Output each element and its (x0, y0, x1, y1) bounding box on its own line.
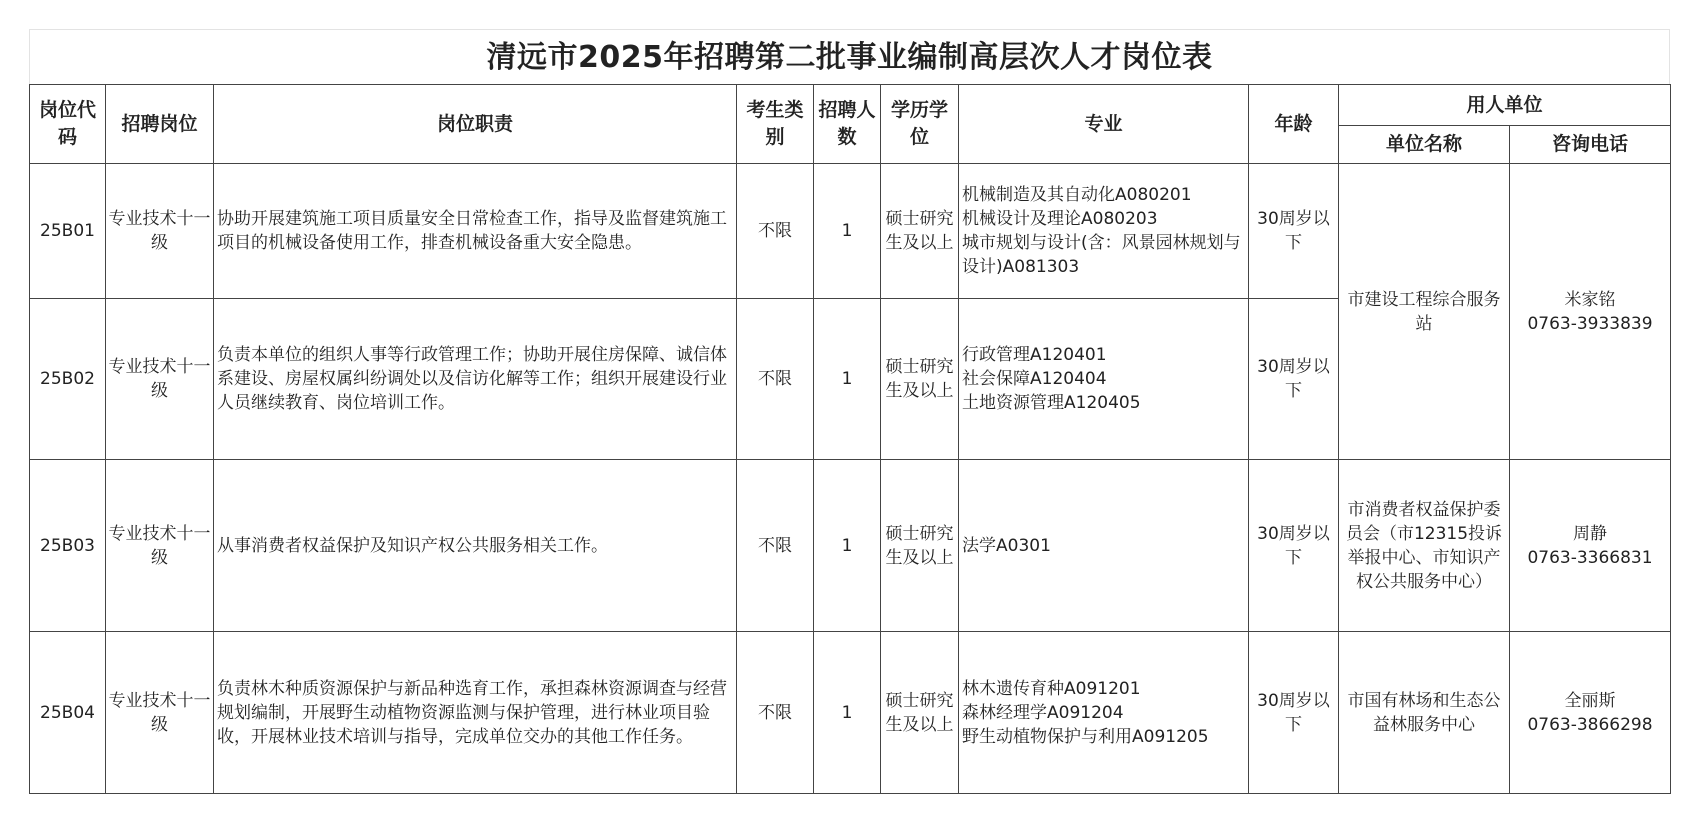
cell-position: 专业技术十一级 (106, 299, 214, 460)
cell-category: 不限 (737, 164, 814, 299)
cell-major (959, 460, 1249, 632)
cell-major (959, 164, 1249, 299)
table-row (30, 460, 1671, 632)
cell-age: 30周岁以下 (1249, 632, 1339, 794)
cell-education: 硕士研究生及以上 (881, 299, 959, 460)
major-item: 野生动植物保护与利用A091205 (962, 726, 1209, 747)
cell-code: 25B03 (30, 460, 106, 632)
cell-duty: 从事消费者权益保护及知识产权公共服务相关工作。 (214, 460, 737, 632)
cell-duty: 协助开展建筑施工项目质量安全日常检查工作，指导及监督建筑施工项目的机械设备使用工作，排查机械设备重大安全隐患。 (214, 164, 737, 299)
header-position: 招聘岗位 (106, 85, 214, 164)
cell-phone (1510, 632, 1671, 794)
cell-education: 硕士研究生及以上 (881, 164, 959, 299)
header-education: 学历学位 (881, 85, 959, 164)
cell-category: 不限 (737, 460, 814, 632)
cell-phone (1510, 164, 1671, 460)
contact-phone: 0763-3866298 (1527, 714, 1653, 735)
cell-count: 1 (814, 299, 881, 460)
header-major: 专业 (959, 85, 1249, 164)
major-item: 林木遗传育种A091201 (962, 678, 1141, 699)
cell-age: 30周岁以下 (1249, 164, 1339, 299)
contact-name: 周静 (1573, 523, 1607, 544)
header-unit-name: 单位名称 (1339, 126, 1510, 164)
major-item: 社会保障A120404 (962, 369, 1107, 389)
cell-unit-name: 市国有林场和生态公益林服务中心 (1339, 632, 1510, 794)
cell-unit-name: 市建设工程综合服务站 (1339, 164, 1510, 460)
contact-phone: 0763-3933839 (1527, 313, 1653, 334)
cell-code: 25B02 (30, 299, 106, 460)
cell-count: 1 (814, 460, 881, 632)
cell-major (959, 299, 1249, 460)
cell-position: 专业技术十一级 (106, 632, 214, 794)
header-row (30, 85, 1671, 126)
job-table (29, 84, 1671, 794)
cell-age: 30周岁以下 (1249, 460, 1339, 632)
cell-education: 硕士研究生及以上 (881, 632, 959, 794)
cell-duty: 负责本单位的组织人事等行政管理工作；协助开展住房保障、诚信体系建设、房屋权属纠纷调处以及信访化解等工作；组织开展建设行业人员继续教育、岗位培训工作。 (214, 299, 737, 460)
header-employer: 用人单位 (1339, 85, 1671, 126)
job-table-sheet (29, 29, 1670, 797)
major-item: 土地资源管理A120405 (962, 393, 1141, 413)
cell-age: 30周岁以下 (1249, 299, 1339, 460)
header-code: 岗位代码 (30, 85, 106, 164)
contact-name: 全丽斯 (1564, 690, 1616, 711)
cell-category: 不限 (737, 299, 814, 460)
cell-education: 硕士研究生及以上 (881, 460, 959, 632)
major-item: 城市规划与设计(含：风景园林规划与设计)A081303 (962, 233, 1241, 277)
cell-category: 不限 (737, 632, 814, 794)
major-item: 森林经理学A091204 (962, 702, 1124, 723)
table-row (30, 164, 1671, 299)
cell-phone (1510, 460, 1671, 632)
header-category: 考生类别 (737, 85, 814, 164)
major-item: 机械设计及理论A080203 (962, 209, 1158, 229)
cell-unit-name: 市消费者权益保护委员会（市12315投诉举报中心、市知识产权公共服务中心） (1339, 460, 1510, 632)
major-item: 行政管理A120401 (962, 345, 1107, 365)
cell-code: 25B04 (30, 632, 106, 794)
header-count: 招聘人数 (814, 85, 881, 164)
header-phone: 咨询电话 (1510, 126, 1671, 164)
header-age: 年龄 (1249, 85, 1339, 164)
table-row (30, 632, 1671, 794)
cell-code: 25B01 (30, 164, 106, 299)
header-duty: 岗位职责 (214, 85, 737, 164)
major-item: 法学A0301 (962, 535, 1051, 556)
cell-position: 专业技术十一级 (106, 460, 214, 632)
cell-duty: 负责林木种质资源保护与新品种选育工作，承担森林资源调查与经营规划编制，开展野生动植物资源监测与保护管理，进行林业项目验收，开展林业技术培训与指导，完成单位交办的其他工作任务。 (214, 632, 737, 794)
page-title: 清远市2025年招聘第二批事业编制高层次人才岗位表 (29, 29, 1670, 84)
major-item: 机械制造及其自动化A080201 (962, 185, 1192, 205)
cell-count: 1 (814, 632, 881, 794)
contact-phone: 0763-3366831 (1527, 547, 1653, 568)
cell-count: 1 (814, 164, 881, 299)
cell-major (959, 632, 1249, 794)
contact-name: 米家铭 (1564, 289, 1616, 310)
cell-position: 专业技术十一级 (106, 164, 214, 299)
